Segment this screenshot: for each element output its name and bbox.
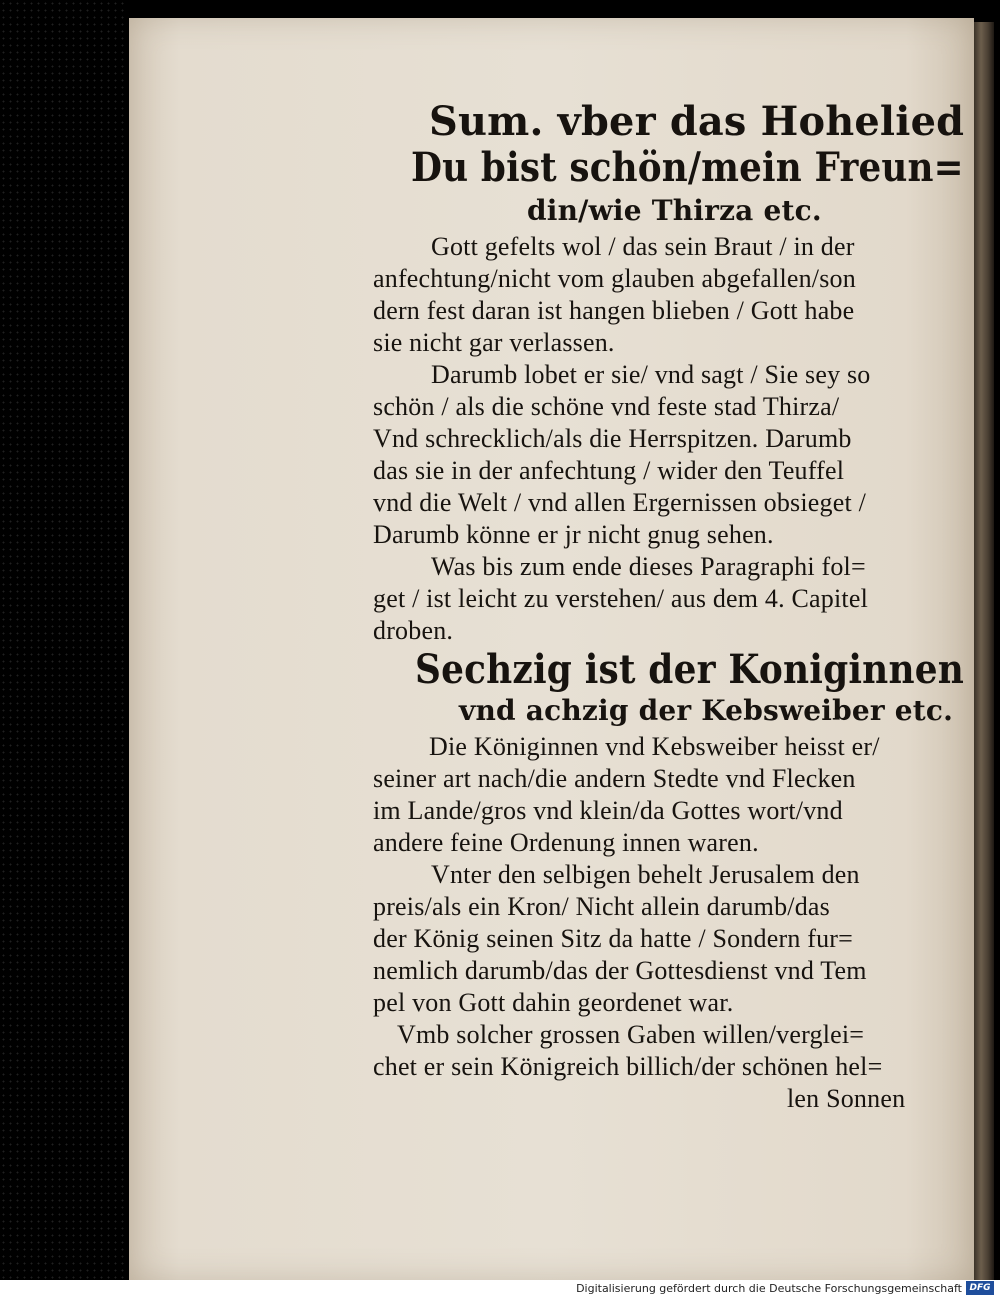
book-page-edge (974, 22, 994, 1280)
text-line: Darumb lobet er sie/ vnd sagt / Sie sey so (431, 360, 871, 389)
text-line: Vmb solcher grossen Gaben willen/verglei= (397, 1020, 865, 1049)
footer-credit: Digitalisierung gefördert durch die Deutsche Forschungsgemeinschaft (576, 1282, 962, 1295)
text-line: anfechtung/nicht vom glauben abgefallen/son (373, 264, 856, 293)
text-line: Was bis zum ende dieses Paragraphi fol= (431, 552, 866, 581)
text-line: get / ist leicht zu verstehen/ aus dem 4. Capitel (373, 584, 869, 613)
text-line: nemlich darumb/das der Gottesdienst vnd Tem (373, 956, 867, 985)
text-line: Vnd schrecklich/als die Herrspitzen. Darumb (373, 424, 852, 453)
text-line: Die Königinnen vnd Kebsweiber heisst er/ (429, 732, 880, 761)
text-line: andere feine Ordenung innen waren. (373, 828, 759, 857)
text-line: droben. (373, 616, 454, 645)
text-line: dern fest daran ist hangen blieben / Gott habe (373, 296, 855, 325)
text-line: der König seinen Sitz da hatte / Sondern fur= (373, 924, 853, 953)
scan-background-texture (0, 0, 128, 1280)
text-line: im Lande/gros vnd klein/da Gottes wort/vnd (373, 796, 843, 825)
heading-line-3: din/wie Thirza etc. (527, 194, 822, 227)
text-line: chet er sein Königreich billich/der schönen hel= (373, 1052, 883, 1081)
catchword: len Sonnen (787, 1084, 906, 1113)
text-line: Gott gefelts wol / das sein Braut / in der (431, 232, 855, 261)
text-line: schön / als die schöne vnd feste stad Thirza/ (373, 392, 840, 421)
heading-line-4: Sechzig ist der Koniginnen (415, 646, 964, 693)
book-page (129, 18, 974, 1280)
text-line: preis/als ein Kron/ Nicht allein darumb/das (373, 892, 830, 921)
heading-line-5: vnd achzig der Kebsweiber etc. (459, 694, 954, 727)
text-line: sie nicht gar verlassen. (373, 328, 615, 357)
dfg-logo-icon: DFG (966, 1281, 994, 1295)
text-line: seiner art nach/die andern Stedte vnd Flecken (373, 764, 856, 793)
footer-bar (0, 1280, 1000, 1297)
page-text-block (129, 18, 974, 1280)
text-line: Vnter den selbigen behelt Jerusalem den (431, 860, 860, 889)
heading-line-2: Du bist schön/mein Freun= (411, 144, 964, 191)
text-line: Darumb könne er jr nicht gnug sehen. (373, 520, 774, 549)
heading-line-1: Sum. vber das Hohelied (429, 98, 965, 145)
text-line: pel von Gott dahin geordenet war. (373, 988, 734, 1017)
text-line: vnd die Welt / vnd allen Ergernissen obsieget / (373, 488, 867, 517)
text-line: das sie in der anfechtung / wider den Teuffel (373, 456, 845, 485)
